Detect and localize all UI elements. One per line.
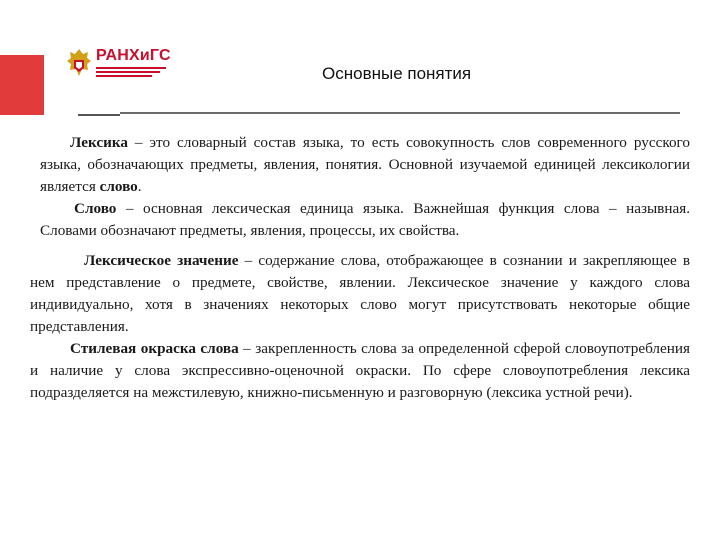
title-rule-left <box>78 114 120 116</box>
paragraph-text: – закрепленность слова за определенной сферой словоупотребления и наличие у слова экспрессивно-оценочной окраски. По сфере словоупотребления лексика подразделяется на межстилевую, книжно-письменную и разговорную (лексика устной речи). <box>30 340 690 401</box>
ranepa-emblem-icon <box>66 48 92 78</box>
paragraph-end: . <box>137 178 142 195</box>
term-style-coloring: Стилевая окраска слова <box>70 340 239 357</box>
accent-bar <box>0 55 44 115</box>
paragraph-text: – это словарный состав языка, то есть совокупность слов современного русского языка, обозначающих предметы, явления, понятия. Основной изучаемой единицей лексикологии является <box>40 134 690 195</box>
term-slovo: Слово <box>74 200 117 217</box>
term-lexical-meaning: Лексическое значение <box>84 252 239 269</box>
paragraph-text: – основная лексическая единица языка. Важнейшая функция слова – назывная. Словами обозначают предметы, явления, процессы, их свойства. <box>40 200 690 239</box>
logo-subtitle-lines <box>96 67 171 77</box>
term-leksika: Лексика <box>70 134 128 151</box>
paragraph-slovo <box>40 198 690 242</box>
slide-title: Основные понятия <box>322 64 472 83</box>
paragraph-style-coloring <box>30 338 690 404</box>
paragraph-lexical-meaning <box>30 250 690 338</box>
paragraph-text: – содержание слова, отображающее в сознании и закрепляющее в нем представление о предмете, свойстве, явлении. Лексическое значение у каждого слова индивидуально, хотя в значениях некоторых слово могут присутствовать некоторые общие представления. <box>30 252 691 335</box>
ranepa-logo <box>66 48 176 86</box>
logo-name: РАНХиГС <box>96 47 171 64</box>
paragraph-leksika <box>40 132 690 198</box>
term-slovo-inline: слово <box>99 178 138 195</box>
title-rule <box>120 112 680 114</box>
